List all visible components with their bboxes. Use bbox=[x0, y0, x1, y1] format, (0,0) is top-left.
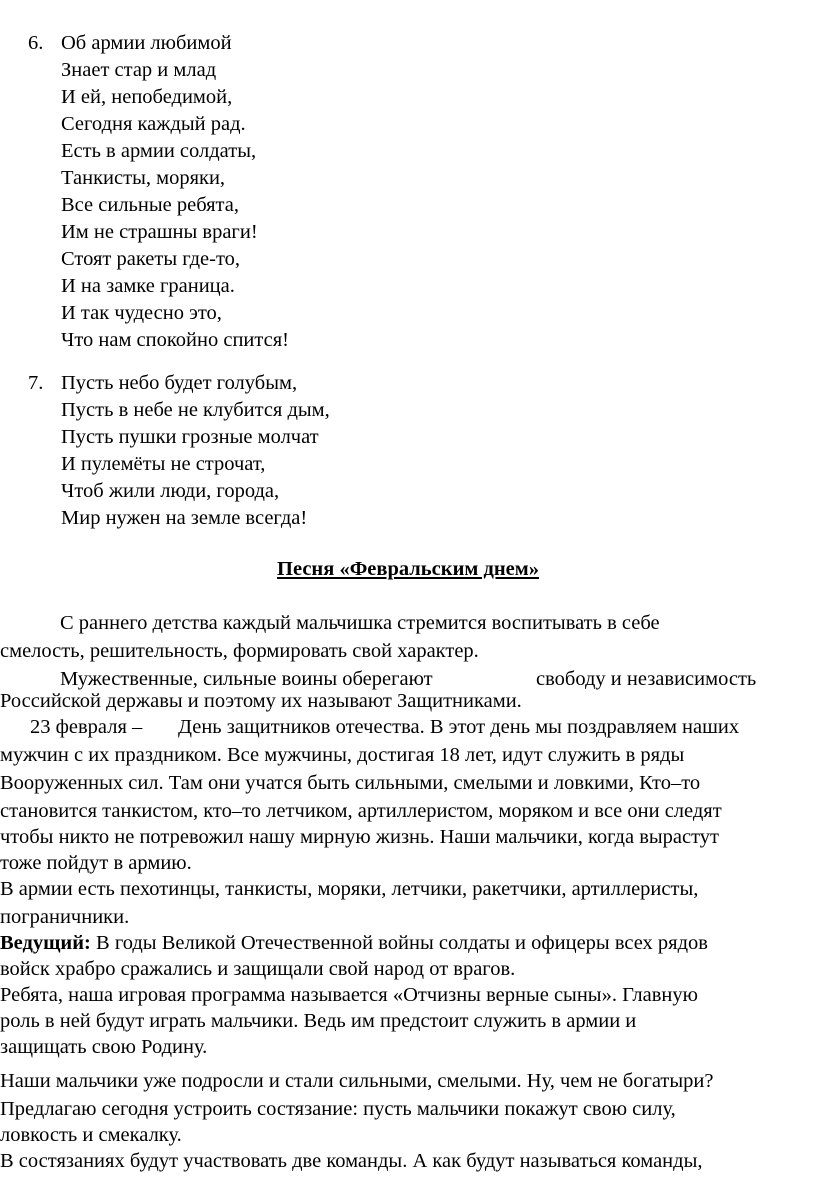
text-line: пограничники. bbox=[0, 906, 130, 928]
poem-number: 7. bbox=[28, 372, 44, 394]
poem-line: И ей, непобедимой, bbox=[61, 86, 233, 108]
text-line: войск храбро сражались и защищали свой народ от врагов. bbox=[0, 958, 516, 980]
poem-line: Знает стар и млад bbox=[61, 59, 217, 81]
text-line: Российской державы и поэтому их называют Защитниками. bbox=[0, 690, 522, 712]
poem-line: Что нам спокойно спится! bbox=[61, 329, 289, 351]
poem-line: Об армии любимой bbox=[61, 32, 232, 54]
text-line: смелость, решительность, формировать свой характер. bbox=[0, 640, 479, 662]
text-line: становится танкистом, кто–то летчиком, артиллеристом, моряком и все они следят bbox=[0, 800, 722, 822]
poem-line: Пусть небо будет голубым, bbox=[61, 372, 298, 394]
text-line: чтобы никто не потревожил нашу мирную жизнь. Наши мальчики, когда вырастут bbox=[0, 826, 720, 848]
text-line: мужчин с их праздником. Все мужчины, достигая 18 лет, идут служить в ряды bbox=[0, 744, 685, 766]
text-line: Наши мальчики уже подросли и стали сильными, смелыми. Ну, чем не богатыри? bbox=[0, 1070, 714, 1092]
text-line: тоже пойдут в армию. bbox=[0, 852, 192, 874]
text-line: Вооруженных сил. Там они учатся быть сильными, смелыми и ловкими, Кто–то bbox=[0, 772, 701, 794]
text-line: защищать свою Родину. bbox=[0, 1036, 208, 1058]
poem-line: Танкисты, моряки, bbox=[61, 167, 226, 189]
text-line: Предлагаю сегодня устроить состязание: пусть мальчики покажут свою силу, bbox=[0, 1098, 676, 1120]
poem-line: Пусть пушки грозные молчат bbox=[61, 426, 319, 448]
poem-line: Пусть в небе не клубится дым, bbox=[61, 399, 330, 421]
poem-line: И пулемёты не строчат, bbox=[61, 453, 266, 475]
text-line: Ребята, наша игровая программа называется «Отчизны верные сыны». Главную bbox=[0, 984, 698, 1006]
poem-line: Есть в армии солдаты, bbox=[61, 140, 257, 162]
poem-line: Чтоб жили люди, города, bbox=[61, 480, 280, 502]
text-line: С раннего детства каждый мальчишка стремится воспитывать в себе bbox=[60, 612, 660, 634]
speaker-text: В годы Великой Отечественной войны солдаты и офицеры всех рядов bbox=[90, 932, 708, 954]
song-heading: Песня «Февральским днем» bbox=[277, 558, 539, 580]
poem-number: 6. bbox=[28, 32, 44, 54]
text-line: ловкость и смекалку. bbox=[0, 1124, 182, 1146]
poem-line: Им не страшны враги! bbox=[61, 221, 258, 243]
poem-line: И на замке граница. bbox=[61, 275, 235, 297]
poem-line: Мир нужен на земле всегда! bbox=[61, 507, 308, 529]
text-line: День защитников отечества. В этот день мы поздравляем наших bbox=[178, 716, 740, 738]
text-line: свободу и независимость bbox=[536, 668, 757, 690]
text-line: роль в ней будут играть мальчики. Ведь им предстоит служить в армии и bbox=[0, 1010, 637, 1032]
poem-line: Все сильные ребята, bbox=[61, 194, 239, 216]
text-line: В армии есть пехотинцы, танкисты, моряки, летчики, ракетчики, артиллеристы, bbox=[0, 878, 699, 900]
text-line: В состязаниях будут участвовать две команды. А как будут называться команды, bbox=[0, 1150, 703, 1172]
speaker-label: Ведущий: bbox=[0, 932, 91, 954]
text-line: Мужественные, сильные воины оберегают bbox=[60, 668, 433, 690]
poem-line: Стоят ракеты где-то, bbox=[61, 248, 241, 270]
poem-line: И так чудесно это, bbox=[61, 302, 222, 324]
text-line: 23 февраля – bbox=[30, 716, 143, 738]
text-line bbox=[0, 932, 708, 955]
poem-line: Сегодня каждый рад. bbox=[61, 113, 246, 135]
